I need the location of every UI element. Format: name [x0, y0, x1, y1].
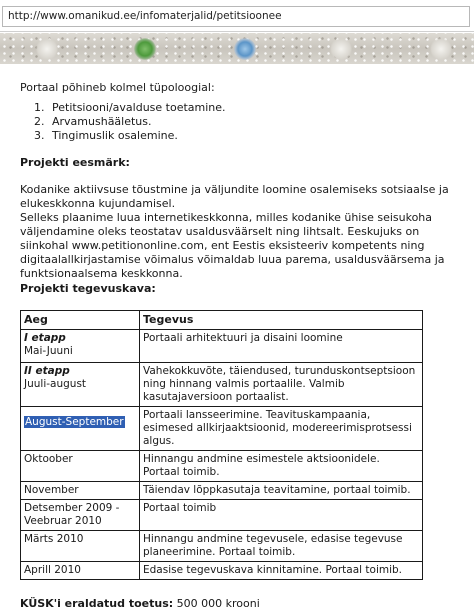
table-row [21, 482, 423, 500]
table-row [21, 330, 423, 363]
time-label: Mai-Juuni [24, 345, 73, 357]
time-cell: Märts 2010 [21, 531, 140, 562]
time-cell: Detsember 2009 - Veebruar 2010 [21, 500, 140, 531]
action-plan-table [20, 310, 423, 580]
activity-cell: Portaal toimib [140, 500, 423, 531]
activity-cell: Portaali arhitektuuri ja disaini loomine [140, 330, 423, 363]
time-cell [21, 363, 140, 407]
table-row [21, 451, 423, 482]
table-row [21, 500, 423, 531]
time-label: Juuli-august [24, 378, 87, 390]
funding-value: 500 000 krooni [176, 597, 260, 610]
table-row [21, 531, 423, 562]
activity-cell: Edasise tegevuskava kinnitamine. Portaal toimib. [140, 562, 423, 580]
phase-label: II etapp [24, 365, 70, 377]
list-item: 2. Arvamushääletus. [48, 115, 226, 129]
funding-line [20, 597, 260, 611]
typology-list [20, 101, 226, 143]
snowflake-icon [430, 38, 452, 60]
url-input[interactable]: http://www.omanikud.ee/infomaterjalid/petitsioonee [2, 6, 470, 27]
time-cell: November [21, 482, 140, 500]
activity-cell: Hinnangu andmine esimestele aktsioonidele. Portaal toimib. [140, 451, 423, 482]
intro-text: Portaal põhineb kolmel tüpoloogial: [20, 81, 215, 94]
time-cell: Oktoober [21, 451, 140, 482]
snowflake-icon [36, 38, 58, 60]
time-cell [21, 407, 140, 451]
goal-heading: Projekti eesmärk: [20, 156, 130, 169]
funding-label: KÜSK'i eraldatud toetus: [20, 597, 174, 610]
snowflake-icon [234, 38, 256, 60]
table-row [21, 363, 423, 407]
time-cell [21, 330, 140, 363]
time-cell: Aprill 2010 [21, 562, 140, 580]
activity-cell: Portaali lansseerimine. Teavituskampaania, esimesed allkirjaaktsioonid, modereerimisprotsessi algus. [140, 407, 423, 451]
activity-cell: Hinnangu andmine tegevusele, edasise tegevuse planeerimine. Portaal toimib. [140, 531, 423, 562]
table-row [21, 407, 423, 451]
snowflake-icon [330, 38, 352, 60]
table-row [21, 562, 423, 580]
goal-text [20, 183, 460, 281]
activity-cell: Täiendav lõppkasutaja teavitamine, portaal toimib. [140, 482, 423, 500]
browser-address-bar [0, 0, 474, 32]
goal-paragraph-2: Selleks plaanime luua internetikeskkonna, milles kodanike ühise seisukoha väljendamine oleks teostatav usaldusväärselt ning lihtsalt. Eeskujuks on siinkohal www.petitiononline.com, ent Eestis eksisteeriv kompetents ning digitaalallkirjastamise võimalus võimaldab luua parema, usaldusväärsema ja funktsionaalsema keskkonna. [20, 211, 445, 280]
column-header-time: Aeg [21, 311, 140, 330]
plan-heading: Projekti tegevuskava: [20, 282, 156, 295]
decorative-banner [0, 33, 474, 64]
snowflake-icon [134, 38, 156, 60]
selected-time-label[interactable]: August-September [25, 416, 124, 428]
column-header-activity: Tegevus [140, 311, 423, 330]
list-item: 3. Tingimuslik osalemine. [48, 129, 226, 143]
phase-label: I etapp [24, 332, 66, 344]
activity-cell: Vahekokkuvõte, täiendused, turunduskontseptsioon ning hinnang valmis portaalile. Valmib kasutajaversioon portaalist. [140, 363, 423, 407]
goal-paragraph-1: Kodanike aktiivsuse tõustmine ja väljundite loomine osalemiseks sotsiaalse ja elukeskkonna kujundamisel. [20, 183, 449, 210]
table-header-row [21, 311, 423, 330]
list-item: 1. Petitsiooni/avalduse toetamine. [48, 101, 226, 115]
